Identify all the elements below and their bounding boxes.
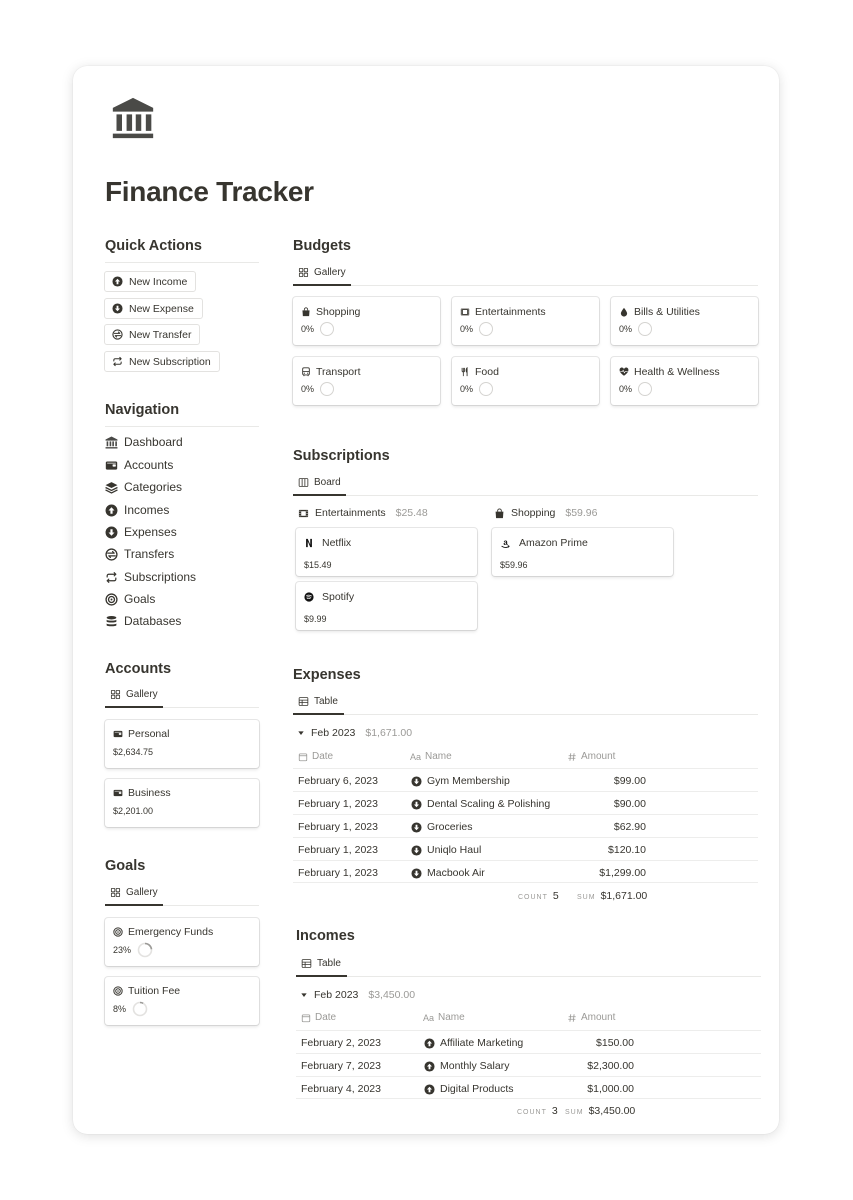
subscription-name: Netflix	[322, 537, 352, 549]
gallery-icon	[110, 689, 121, 700]
view-tab-label: Table	[314, 695, 338, 707]
progress-ring	[320, 382, 334, 396]
count-label: COUNT	[518, 894, 548, 901]
group-sum: $25.48	[395, 507, 428, 519]
nav-item-label: Subscriptions	[124, 570, 197, 584]
nav-item-label: Goals	[124, 592, 156, 606]
progress-ring	[320, 322, 334, 336]
tab-underline	[296, 975, 347, 977]
account-name: Personal	[128, 728, 170, 740]
nav-item-label: Dashboard	[124, 435, 183, 449]
arrow-up-circle-icon	[424, 1061, 435, 1072]
table-row[interactable]	[293, 791, 758, 814]
table-row[interactable]	[296, 1053, 761, 1076]
row-name	[411, 867, 485, 879]
wallet-icon	[113, 788, 123, 798]
arrow-up-circle-icon	[105, 504, 118, 517]
gallery-icon	[298, 267, 309, 278]
budget-progress	[619, 322, 652, 336]
row-amount: $1,000.00	[587, 1083, 634, 1095]
incomes-count[interactable]	[517, 1105, 558, 1117]
progress-ring	[638, 322, 652, 336]
card-title	[619, 306, 700, 318]
group-name: Shopping	[511, 507, 556, 519]
netflix-icon	[304, 538, 314, 548]
row-date: February 7, 2023	[301, 1060, 381, 1072]
expenses-heading: Expenses	[293, 667, 361, 683]
nav-item-expenses[interactable]	[105, 524, 177, 540]
divider	[163, 707, 259, 708]
goal-name: Tuition Fee	[128, 985, 181, 997]
table-icon	[301, 958, 312, 969]
arrow-down-circle-icon	[105, 526, 118, 539]
budgets-heading: Budgets	[293, 238, 351, 254]
goal-card-emergency-funds[interactable]	[105, 918, 259, 966]
arrow-up-circle-icon	[424, 1038, 435, 1049]
expenses-count[interactable]	[518, 890, 559, 902]
row-name-text: Affiliate Marketing	[440, 1037, 524, 1049]
subscription-card-spotify[interactable]	[296, 582, 477, 630]
hash-icon	[567, 752, 577, 762]
divider	[351, 285, 758, 286]
divider	[346, 495, 758, 496]
account-amount: $2,634.75	[113, 747, 154, 757]
drop-icon	[619, 307, 629, 317]
budget-percent: 0%	[301, 324, 315, 334]
column-header-name[interactable]	[410, 751, 452, 762]
row-amount: $120.10	[608, 844, 646, 856]
new-transfer-button[interactable]	[104, 324, 200, 345]
budget-progress	[619, 382, 652, 396]
goal-card-tuition-fee[interactable]	[105, 977, 259, 1025]
shopping-bag-icon	[301, 307, 311, 317]
row-name-text: Gym Membership	[427, 775, 510, 787]
target-icon	[105, 593, 118, 606]
row-name	[424, 1060, 509, 1072]
nav-item-label: Expenses	[124, 525, 177, 539]
row-name-text: Macbook Air	[427, 867, 485, 879]
budget-percent: 0%	[301, 384, 315, 394]
card-title	[113, 728, 169, 740]
row-date: February 1, 2023	[298, 867, 378, 879]
goal-progress	[113, 942, 153, 958]
row-date: February 1, 2023	[298, 821, 378, 833]
budget-name: Shopping	[316, 306, 361, 318]
group-sum: $59.96	[565, 507, 598, 519]
text-type-icon: Aa	[423, 1012, 435, 1023]
progress-ring	[132, 1001, 148, 1017]
card-title	[301, 306, 360, 318]
incomes-group-toggle[interactable]	[300, 989, 415, 1001]
row-name-text: Digital Products	[440, 1083, 514, 1095]
table-row[interactable]	[296, 1030, 761, 1053]
amazon-icon	[500, 538, 511, 549]
table-row[interactable]	[293, 837, 758, 860]
group-name: Feb 2023	[311, 727, 356, 739]
column-header-amount[interactable]	[567, 1012, 615, 1023]
nav-item-accounts[interactable]	[105, 457, 173, 473]
bank-icon	[105, 436, 118, 449]
budget-name: Bills & Utilities	[634, 306, 700, 318]
incomes-heading: Incomes	[296, 928, 355, 944]
tab-underline	[293, 494, 346, 496]
budget-percent: 0%	[619, 324, 633, 334]
count-label: COUNT	[517, 1109, 547, 1116]
group-name: Feb 2023	[314, 989, 359, 1001]
column-label: Date	[312, 751, 334, 762]
tab-budgets-gallery[interactable]	[293, 262, 351, 282]
budget-card-bills-utilities[interactable]	[611, 297, 758, 345]
card-title	[460, 366, 499, 378]
repeat-icon	[112, 356, 123, 367]
subscriptions-heading: Subscriptions	[293, 448, 390, 464]
row-amount: $99.00	[613, 775, 646, 787]
card-title	[113, 985, 180, 997]
row-date: February 6, 2023	[298, 775, 378, 787]
row-date: February 4, 2023	[301, 1083, 381, 1095]
caret-down-icon	[300, 991, 308, 999]
goals-heading: Goals	[105, 858, 146, 874]
view-tab-label: Gallery	[126, 886, 158, 898]
card-title	[304, 591, 354, 603]
row-name	[424, 1037, 523, 1049]
budget-name: Entertainments	[475, 306, 546, 318]
row-name-text: Groceries	[427, 821, 473, 833]
nav-item-label: Accounts	[124, 458, 174, 472]
divider	[163, 905, 259, 906]
nav-item-incomes[interactable]	[105, 502, 169, 518]
goal-percent: 8%	[113, 1004, 127, 1014]
film-icon	[460, 307, 470, 317]
arrow-down-circle-icon	[411, 845, 422, 856]
goal-name: Emergency Funds	[128, 926, 214, 938]
group-sum: $3,450.00	[368, 989, 416, 1001]
row-amount: $150.00	[596, 1037, 634, 1049]
target-icon	[113, 986, 123, 996]
hash-icon	[567, 1013, 577, 1023]
subscription-card-netflix[interactable]	[296, 528, 477, 576]
row-name	[411, 775, 510, 787]
calendar-icon	[298, 752, 308, 762]
nav-item-label: Databases	[124, 614, 182, 628]
budget-percent: 0%	[460, 324, 474, 334]
column-label: Name	[425, 751, 452, 762]
shopping-bag-icon	[494, 508, 505, 519]
column-label: Amount	[581, 751, 616, 762]
row-amount: $62.90	[613, 821, 646, 833]
wallet-icon	[105, 459, 118, 472]
tab-underline	[293, 713, 344, 715]
budget-card-shopping[interactable]	[293, 297, 440, 345]
table-row[interactable]	[293, 860, 758, 883]
row-name	[411, 798, 550, 810]
column-label: Amount	[581, 1012, 616, 1023]
arrow-up-circle-icon	[424, 1084, 435, 1095]
account-card-personal[interactable]	[105, 720, 259, 768]
navigation-heading: Navigation	[105, 402, 180, 418]
card-title	[500, 537, 588, 549]
card-title	[113, 926, 213, 938]
tab-subscriptions-board[interactable]	[293, 472, 346, 492]
sum-value: $1,671.00	[600, 890, 648, 902]
row-name-text: Dental Scaling & Polishing	[427, 798, 551, 810]
arrow-down-circle-icon	[411, 776, 422, 787]
budget-card-transport[interactable]	[293, 357, 440, 405]
column-header-date[interactable]	[298, 751, 333, 762]
text-type-icon: Aa	[410, 751, 422, 762]
count-value: 3	[551, 1105, 558, 1117]
card-title	[460, 306, 546, 318]
goal-progress	[113, 1001, 148, 1017]
table-row[interactable]	[296, 1076, 761, 1099]
table-row[interactable]	[293, 768, 758, 791]
tab-expenses-table[interactable]	[293, 691, 343, 711]
new-expense-button[interactable]	[104, 298, 203, 319]
board-icon	[298, 477, 309, 488]
progress-ring	[137, 942, 153, 958]
gallery-icon	[110, 887, 121, 898]
arrow-down-circle-icon	[411, 868, 422, 879]
tab-accounts-gallery[interactable]	[105, 684, 163, 704]
board-group-entertainments	[298, 507, 428, 519]
count-value: 5	[552, 890, 559, 902]
sum-label: SUM	[565, 1109, 584, 1116]
tab-underline	[105, 706, 163, 708]
column-header-name[interactable]	[423, 1012, 465, 1023]
row-name-text: Uniqlo Haul	[427, 844, 482, 856]
card-title	[304, 537, 351, 549]
budget-name: Transport	[316, 366, 361, 378]
wallet-icon	[113, 729, 123, 739]
board-group-shopping	[494, 507, 598, 519]
account-card-business[interactable]	[105, 779, 259, 827]
budget-percent: 0%	[619, 384, 633, 394]
sum-label: SUM	[577, 894, 596, 901]
fork-knife-icon	[460, 367, 470, 377]
account-name: Business	[128, 787, 171, 799]
column-header-amount[interactable]	[567, 751, 615, 762]
database-icon	[105, 615, 118, 628]
incomes-sum[interactable]	[565, 1105, 635, 1117]
subscription-price: $9.99	[304, 614, 327, 624]
bank-icon	[110, 96, 156, 140]
nav-item-dashboard[interactable]	[105, 434, 183, 450]
arrow-down-circle-icon	[411, 799, 422, 810]
column-header-date[interactable]	[301, 1012, 336, 1023]
progress-ring	[479, 382, 493, 396]
page-card	[73, 66, 779, 1134]
divider	[344, 714, 758, 715]
row-date: February 1, 2023	[298, 798, 378, 810]
divider	[347, 976, 761, 977]
arrow-down-circle-icon	[411, 822, 422, 833]
tab-underline	[105, 904, 163, 906]
film-icon	[298, 508, 309, 519]
new-subscription-button[interactable]	[104, 351, 220, 372]
subscription-name: Amazon Prime	[519, 537, 588, 549]
progress-ring	[479, 322, 493, 336]
calendar-icon	[301, 1013, 311, 1023]
accounts-heading: Accounts	[105, 661, 172, 677]
row-name-text: Monthly Salary	[440, 1060, 510, 1072]
subscription-price: $15.49	[304, 560, 332, 570]
goal-percent: 23%	[113, 945, 132, 955]
divider	[105, 262, 259, 263]
subscription-price: $59.96	[500, 560, 528, 570]
view-tab-label: Gallery	[314, 266, 346, 278]
transfer-icon	[105, 548, 118, 561]
nav-item-label: Incomes	[124, 503, 170, 517]
row-name	[411, 844, 481, 856]
new-income-button[interactable]	[104, 271, 196, 292]
caret-down-icon	[297, 729, 305, 737]
row-amount: $2,300.00	[587, 1060, 634, 1072]
budget-progress	[301, 382, 334, 396]
repeat-icon	[105, 571, 118, 584]
new-income-label: New Income	[129, 275, 188, 288]
budget-card-food[interactable]	[452, 357, 599, 405]
card-title	[113, 787, 171, 799]
nav-item-categories[interactable]	[105, 479, 182, 495]
sum-value: $3,450.00	[588, 1105, 636, 1117]
row-name	[424, 1083, 514, 1095]
card-title	[619, 366, 720, 378]
new-expense-label: New Expense	[129, 302, 194, 315]
nav-item-label: Transfers	[124, 547, 175, 561]
nav-item-label: Categories	[124, 480, 183, 494]
tab-underline	[293, 284, 351, 286]
view-tab-label: Gallery	[126, 688, 158, 700]
progress-ring	[638, 382, 652, 396]
row-name	[411, 821, 473, 833]
layers-icon	[105, 481, 118, 494]
table-icon	[298, 696, 309, 707]
view-tab-label: Table	[317, 957, 341, 969]
expenses-group-toggle[interactable]	[297, 727, 412, 739]
group-sum: $1,671.00	[365, 727, 413, 739]
bus-icon	[301, 367, 311, 377]
budget-percent: 0%	[460, 384, 474, 394]
heart-pulse-icon	[619, 367, 629, 377]
table-row[interactable]	[293, 814, 758, 837]
spotify-icon	[304, 592, 314, 602]
subscription-card-amazon-prime[interactable]	[492, 528, 673, 576]
row-amount: $90.00	[613, 798, 646, 810]
column-label: Name	[438, 1012, 465, 1023]
target-icon	[113, 927, 123, 937]
view-tab-label: Board	[314, 476, 341, 488]
budget-card-entertainments[interactable]	[452, 297, 599, 345]
column-label: Date	[315, 1012, 337, 1023]
subscription-name: Spotify	[322, 591, 355, 603]
nav-item-goals[interactable]	[105, 591, 155, 607]
card-title	[301, 366, 361, 378]
row-date: February 1, 2023	[298, 844, 378, 856]
page-title: Finance Tracker	[105, 176, 314, 207]
new-subscription-label: New Subscription	[129, 355, 211, 368]
arrow-down-circle-icon	[112, 303, 123, 314]
nav-item-transfers[interactable]	[105, 546, 174, 562]
account-amount: $2,201.00	[113, 806, 154, 816]
row-date: February 2, 2023	[301, 1037, 381, 1049]
budget-card-health-wellness[interactable]	[611, 357, 758, 405]
arrow-up-circle-icon	[112, 276, 123, 287]
tab-incomes-table[interactable]	[296, 953, 346, 973]
quick-actions-heading: Quick Actions	[105, 238, 202, 254]
budget-progress	[301, 322, 334, 336]
transfer-icon	[112, 329, 123, 340]
nav-item-databases[interactable]	[105, 613, 181, 629]
divider	[105, 426, 259, 427]
budget-name: Health & Wellness	[634, 366, 720, 378]
new-transfer-label: New Transfer	[129, 328, 192, 341]
expenses-sum[interactable]	[577, 890, 647, 902]
tab-goals-gallery[interactable]	[105, 882, 163, 902]
budget-progress	[460, 382, 493, 396]
nav-item-subscriptions[interactable]	[105, 569, 196, 585]
group-name: Entertainments	[315, 507, 386, 519]
budget-name: Food	[475, 366, 499, 378]
row-amount: $1,299.00	[599, 867, 646, 879]
budget-progress	[460, 322, 493, 336]
